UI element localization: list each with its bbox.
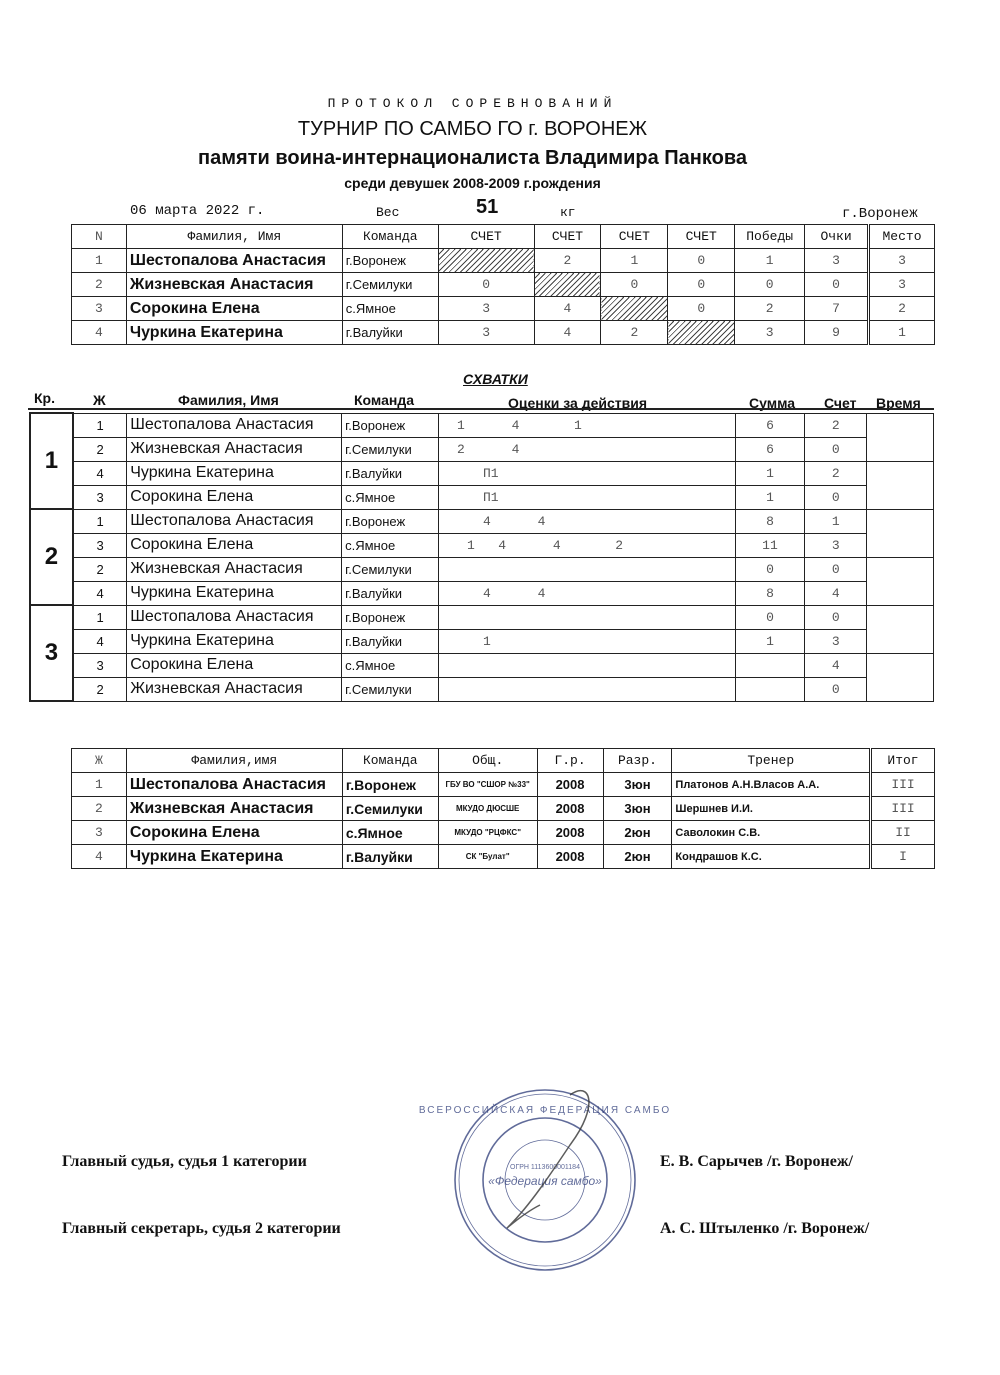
bout-row <box>30 485 934 509</box>
athlete-number: 4 <box>73 461 127 485</box>
sum-cell <box>735 653 805 677</box>
athlete-name: Шестопалова Анастасия <box>127 509 342 533</box>
athlete-number: 1 <box>72 249 127 273</box>
athlete-name: Шестопалова Анастасия <box>126 773 342 797</box>
score-cell: 0 <box>668 273 735 297</box>
score-cell: 3 <box>438 297 534 321</box>
bouts-col-score: Счет <box>824 395 857 411</box>
action-marks <box>439 605 736 629</box>
bout-row <box>30 653 934 677</box>
score-cell: 4 <box>534 297 601 321</box>
wins-cell: 3 <box>735 321 805 345</box>
hatched-cell <box>668 321 735 345</box>
score-cell: 3 <box>805 533 867 557</box>
athlete-team: г.Воронеж <box>342 413 439 437</box>
athlete-team: г.Воронеж <box>342 605 439 629</box>
score-cell: 0 <box>668 297 735 321</box>
athlete-number: 2 <box>72 797 127 821</box>
action-marks: 1 4 4 2 <box>439 533 736 557</box>
action-marks: 1 <box>439 629 736 653</box>
action-marks <box>439 677 736 701</box>
birth-year: 2008 <box>537 797 603 821</box>
time-cell <box>867 461 934 509</box>
athlete-team: г.Семилуки <box>342 273 438 297</box>
athlete-team: г.Валуйки <box>342 321 438 345</box>
weight-value: 51 <box>476 196 499 218</box>
score-cell: 2 <box>805 461 867 485</box>
bout-row <box>30 581 934 605</box>
score-cell: 0 <box>805 677 867 701</box>
bout-row <box>30 629 934 653</box>
points-cell: 7 <box>805 297 869 321</box>
athlete-team: г.Семилуки <box>342 797 438 821</box>
result-cell: II <box>871 821 935 845</box>
coach-name: Шершнев И.И. <box>672 797 871 821</box>
athlete-name: Сорокина Елена <box>127 485 342 509</box>
bouts-title: СХВАТКИ <box>463 371 528 387</box>
athlete-name: Шестопалова Анастасия <box>127 413 342 437</box>
score-cell: 0 <box>601 273 668 297</box>
weight-label: Вес <box>376 205 400 220</box>
protocol-title: ПРОТОКОЛ СОРЕВНОВАНИЙ <box>327 96 618 111</box>
action-marks: П1 <box>439 485 736 509</box>
action-marks: П1 <box>439 461 736 485</box>
athlete-name: Сорокина Елена <box>127 653 342 677</box>
table-row <box>72 273 935 297</box>
athlete-team: г.Семилуки <box>342 557 439 581</box>
hatched-cell <box>534 273 601 297</box>
athlete-team: с.Ямное <box>342 533 439 557</box>
athlete-team: г.Валуйки <box>342 461 439 485</box>
table-row <box>72 773 935 797</box>
event-date: 06 марта 2022 г. <box>130 203 265 219</box>
wins-cell: 1 <box>735 249 805 273</box>
col-n: Ж <box>72 749 127 773</box>
hatched-cell <box>601 297 668 321</box>
place-cell: 1 <box>869 321 935 345</box>
athlete-number: 1 <box>73 413 127 437</box>
athlete-name: Чуркина Екатерина <box>126 321 342 345</box>
athlete-number: 2 <box>73 557 127 581</box>
athlete-number: 3 <box>73 533 127 557</box>
points-cell: 3 <box>805 249 869 273</box>
athlete-team: г.Семилуки <box>342 437 439 461</box>
bouts-divider <box>28 408 934 410</box>
sport-rank: 2юн <box>603 821 672 845</box>
round-number: 1 <box>30 413 73 509</box>
col-year: Г.р. <box>537 749 603 773</box>
athlete-org: СК "Булат" <box>438 845 537 869</box>
bouts-col-marks: Оценки за действия <box>508 395 647 411</box>
bouts-col-team: Команда <box>354 392 414 408</box>
bouts-table <box>29 412 934 702</box>
col-name: Фамилия,имя <box>126 749 342 773</box>
athlete-name: Сорокина Елена <box>126 297 342 321</box>
table-row <box>72 797 935 821</box>
athlete-number: 4 <box>72 321 127 345</box>
athlete-team: с.Ямное <box>342 653 439 677</box>
col-points: Очки <box>805 225 869 249</box>
table-row <box>72 845 935 869</box>
sport-rank: 2юн <box>603 845 672 869</box>
athlete-team: г.Валуйки <box>342 629 439 653</box>
action-marks <box>439 557 736 581</box>
athlete-team: г.Семилуки <box>342 677 439 701</box>
bout-row <box>30 509 934 533</box>
birth-year: 2008 <box>537 773 603 797</box>
sum-cell: 0 <box>735 557 805 581</box>
score-cell: 2 <box>534 249 601 273</box>
bouts-col-time: Время <box>876 395 921 411</box>
col-score-1: СЧЕТ <box>438 225 534 249</box>
col-score-3: СЧЕТ <box>601 225 668 249</box>
points-cell: 9 <box>805 321 869 345</box>
score-cell: 1 <box>805 509 867 533</box>
col-team: Команда <box>342 749 438 773</box>
athlete-org: МКУДО ДЮСШЕ <box>438 797 537 821</box>
score-cell: 0 <box>668 249 735 273</box>
col-wins: Победы <box>735 225 805 249</box>
place-cell: 3 <box>869 249 935 273</box>
score-cell: 2 <box>601 321 668 345</box>
athlete-name: Жизневская Анастасия <box>127 677 342 701</box>
place-cell: 3 <box>869 273 935 297</box>
summary-table <box>71 748 935 869</box>
memorial-title: памяти воина-интернационалиста Владимира Панкова <box>198 147 747 169</box>
score-cell: 1 <box>601 249 668 273</box>
action-marks: 2 4 <box>439 437 736 461</box>
score-cell: 0 <box>805 557 867 581</box>
bouts-col-round: Кр. <box>34 390 55 406</box>
coach-name: Платонов А.Н.Власов А.А. <box>672 773 871 797</box>
score-cell: 0 <box>805 485 867 509</box>
sum-cell: 6 <box>735 413 805 437</box>
col-n: N <box>72 225 127 249</box>
weight-unit: кг <box>560 205 576 220</box>
action-marks: 4 4 <box>439 581 736 605</box>
standings-header <box>72 225 935 249</box>
time-cell <box>867 605 934 653</box>
sum-cell: 0 <box>735 605 805 629</box>
sum-cell: 1 <box>735 485 805 509</box>
athlete-number: 1 <box>72 773 127 797</box>
athlete-team: с.Ямное <box>342 485 439 509</box>
time-cell <box>867 653 934 701</box>
sport-rank: 3юн <box>603 797 672 821</box>
col-place: Место <box>869 225 935 249</box>
col-name: Фамилия, Имя <box>126 225 342 249</box>
category-title: среди девушек 2008-2009 г.рождения <box>344 175 601 191</box>
athlete-name: Чуркина Екатерина <box>126 845 342 869</box>
bout-row <box>30 461 934 485</box>
athlete-number: 2 <box>72 273 127 297</box>
standings-table <box>71 224 935 345</box>
athlete-team: г.Валуйки <box>342 581 439 605</box>
score-cell: 4 <box>805 581 867 605</box>
athlete-number: 2 <box>73 437 127 461</box>
bout-row <box>30 437 934 461</box>
secretary-label: Главный секретарь, судья 2 категории <box>62 1220 341 1237</box>
wins-cell: 2 <box>735 297 805 321</box>
col-team: Команда <box>342 225 438 249</box>
athlete-name: Чуркина Екатерина <box>127 581 342 605</box>
score-cell: 3 <box>805 629 867 653</box>
sport-rank: 3юн <box>603 773 672 797</box>
table-row <box>72 249 935 273</box>
athlete-number: 1 <box>73 605 127 629</box>
athlete-name: Чуркина Екатерина <box>127 461 342 485</box>
bout-row <box>30 605 934 629</box>
result-cell: III <box>871 773 935 797</box>
athlete-name: Жизневская Анастасия <box>126 273 342 297</box>
event-city: г.Воронеж <box>842 206 918 222</box>
round-number: 2 <box>30 509 73 605</box>
score-cell: 2 <box>805 413 867 437</box>
action-marks <box>439 653 736 677</box>
sum-cell: 1 <box>735 629 805 653</box>
score-cell: 3 <box>438 321 534 345</box>
athlete-number: 3 <box>72 821 127 845</box>
time-cell <box>867 509 934 557</box>
bout-row <box>30 533 934 557</box>
athlete-number: 2 <box>73 677 127 701</box>
birth-year: 2008 <box>537 845 603 869</box>
athlete-number: 4 <box>72 845 127 869</box>
table-row <box>72 821 935 845</box>
score-cell: 4 <box>805 653 867 677</box>
athlete-number: 4 <box>73 629 127 653</box>
summary-header <box>72 749 935 773</box>
result-cell: III <box>871 797 935 821</box>
bouts-col-name: Фамилия, Имя <box>178 392 279 408</box>
athlete-team: г.Валуйки <box>342 845 438 869</box>
score-cell: 0 <box>438 273 534 297</box>
col-score-2: СЧЕТ <box>534 225 601 249</box>
hatched-cell <box>438 249 534 273</box>
score-cell: 0 <box>805 605 867 629</box>
athlete-team: с.Ямное <box>342 821 438 845</box>
sum-cell <box>735 677 805 701</box>
col-rank: Разр. <box>603 749 672 773</box>
birth-year: 2008 <box>537 821 603 845</box>
tournament-title: ТУРНИР ПО САМБО ГО г. ВОРОНЕЖ <box>297 118 648 140</box>
sum-cell: 11 <box>735 533 805 557</box>
time-cell <box>867 557 934 605</box>
col-coach: Тренер <box>672 749 871 773</box>
athlete-number: 1 <box>73 509 127 533</box>
coach-name: Саволокин С.В. <box>672 821 871 845</box>
time-cell <box>867 413 934 461</box>
athlete-number: 3 <box>73 653 127 677</box>
athlete-name: Жизневская Анастасия <box>127 557 342 581</box>
bouts-col-n: Ж <box>93 392 106 408</box>
table-row <box>72 321 935 345</box>
chief-judge-label: Главный судья, судья 1 категории <box>62 1153 307 1170</box>
result-cell: I <box>871 845 935 869</box>
athlete-team: г.Воронеж <box>342 509 439 533</box>
athlete-team: г.Воронеж <box>342 249 438 273</box>
stamp-outer: ВСЕРОССИЙСКАЯ ФЕДЕРАЦИЯ САМБО <box>418 1105 672 1116</box>
place-cell: 2 <box>869 297 935 321</box>
stamp-inner: «Федерация самбо» <box>488 1174 602 1188</box>
coach-name: Кондрашов К.С. <box>672 845 871 869</box>
sum-cell: 8 <box>735 509 805 533</box>
athlete-team: с.Ямное <box>342 297 438 321</box>
action-marks: 1 4 1 <box>439 413 736 437</box>
round-number: 3 <box>30 605 73 701</box>
bout-row <box>30 557 934 581</box>
action-marks: 4 4 <box>439 509 736 533</box>
stamp-ogrn: ОГРН 1113600001184 <box>510 1164 580 1171</box>
col-org: Общ. <box>438 749 537 773</box>
table-row <box>72 297 935 321</box>
athlete-name: Чуркина Екатерина <box>127 629 342 653</box>
bouts-col-sum: Сумма <box>749 395 796 411</box>
athlete-name: Сорокина Елена <box>127 533 342 557</box>
bout-row <box>30 677 934 701</box>
athlete-name: Жизневская Анастасия <box>126 797 342 821</box>
bout-row <box>30 413 934 437</box>
athlete-org: МКУДО "РЦФКС" <box>438 821 537 845</box>
athlete-team: г.Воронеж <box>342 773 438 797</box>
col-score-4: СЧЕТ <box>668 225 735 249</box>
athlete-name: Сорокина Елена <box>126 821 342 845</box>
federation-stamp <box>418 1085 672 1275</box>
sum-cell: 6 <box>735 437 805 461</box>
athlete-name: Жизневская Анастасия <box>127 437 342 461</box>
chief-judge-name: Е. В. Сарычев /г. Воронеж/ <box>660 1153 853 1170</box>
sum-cell: 8 <box>735 581 805 605</box>
secretary-name: А. С. Штыленко /г. Воронеж/ <box>660 1220 870 1237</box>
points-cell: 0 <box>805 273 869 297</box>
score-cell: 4 <box>534 321 601 345</box>
athlete-number: 3 <box>73 485 127 509</box>
athlete-name: Шестопалова Анастасия <box>127 605 342 629</box>
score-cell: 0 <box>805 437 867 461</box>
athlete-org: ГБУ ВО "СШОР №33" <box>438 773 537 797</box>
athlete-name: Шестопалова Анастасия <box>126 249 342 273</box>
wins-cell: 0 <box>735 273 805 297</box>
sum-cell: 1 <box>735 461 805 485</box>
athlete-number: 3 <box>72 297 127 321</box>
athlete-number: 4 <box>73 581 127 605</box>
col-result: Итог <box>871 749 935 773</box>
